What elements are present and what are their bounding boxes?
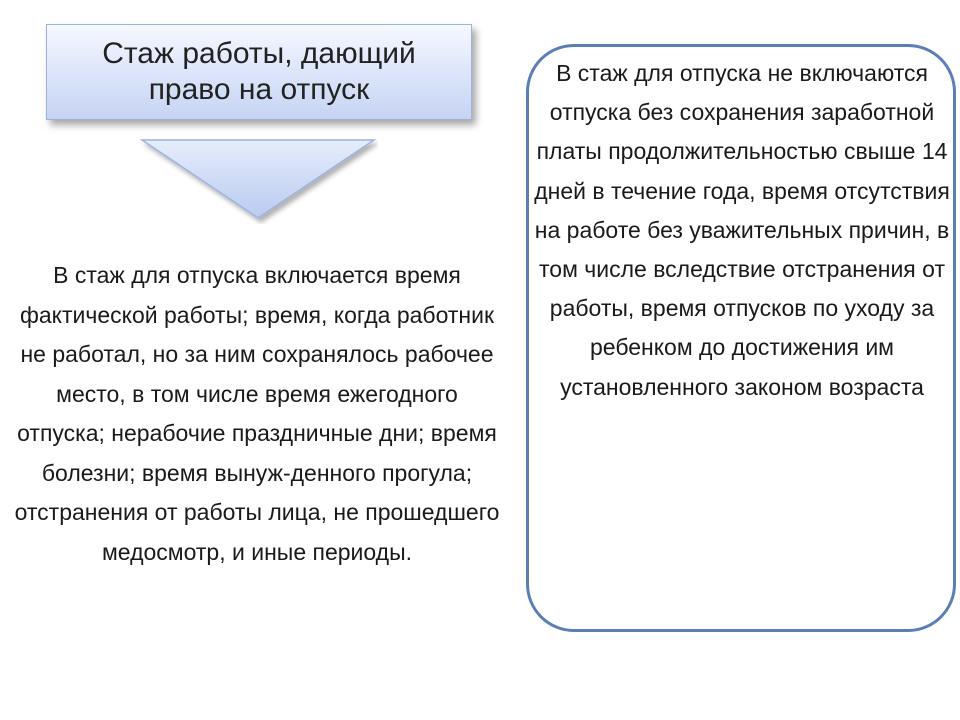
down-arrow-icon	[138, 134, 378, 224]
left-text-block: В стаж для отпуска включается время фактической работы; время, когда работник не работал, но за ним сохранялось рабочее место, в том числе время ежегодного отпуска; нерабочие праздничные дни; время болезни; время вынуж-денного прогула; отстранения от работы лица, не прошедшего медосмотр, и иные периоды.	[14, 262, 500, 565]
header-box	[46, 24, 472, 120]
right-text-block: В стаж для отпуска не включаются отпуска без сохранения заработной платы продолжительностью свыше 14 дней в течение года, время отсутствия на работе без уважительных причин, в том числе вследствие отстранения от работы, время отпусков по уходу за ребенком до достижения им установленного законом возраста	[534, 60, 950, 400]
header-title: Стаж работы, дающий право на отпуск	[102, 37, 416, 106]
